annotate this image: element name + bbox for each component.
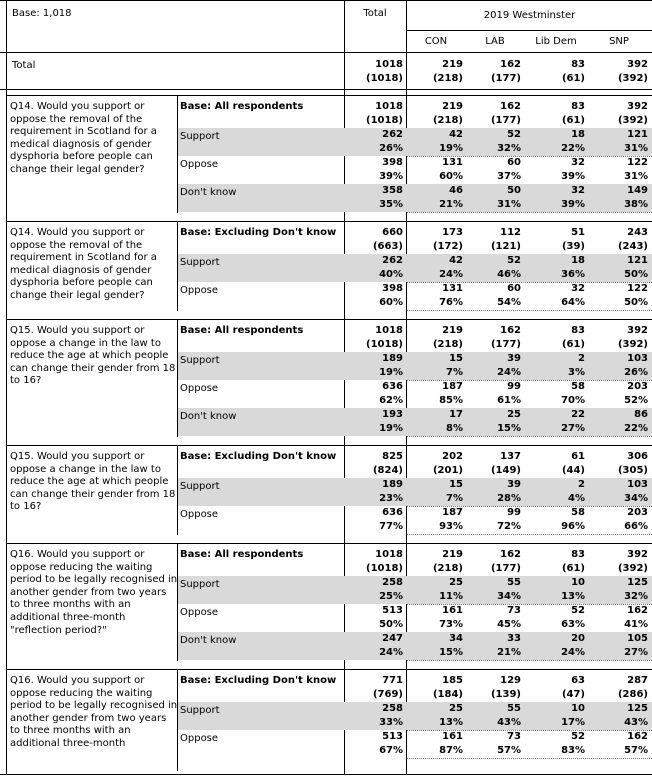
- base-row-con: 173: [442, 227, 463, 238]
- answer-row-pct-con: 19%: [439, 143, 463, 154]
- answer-row-pct-con: 13%: [439, 717, 463, 728]
- base-row-libdem: 83: [571, 101, 585, 112]
- base-row-libdem: 61: [571, 451, 585, 462]
- answer-label: Don't know: [180, 187, 237, 198]
- dotted-rule: [407, 310, 652, 311]
- answer-row-pct-snp: 22%: [624, 423, 648, 434]
- answer-row-pct-libdem: 39%: [561, 171, 585, 182]
- table-rule: [6, 319, 652, 320]
- answer-row-pct-lab: 28%: [497, 493, 521, 504]
- base-row-pct-libdem: (47): [561, 689, 585, 700]
- dotted-rule: [407, 660, 652, 661]
- answer-row-con: 42: [449, 255, 463, 266]
- answer-row-lab: 52: [507, 129, 521, 140]
- answer-row-snp: 103: [627, 353, 648, 364]
- answer-row-pct-total: 50%: [379, 619, 403, 630]
- answer-row-pct-libdem: 24%: [561, 647, 585, 658]
- answer-row-con: 131: [442, 157, 463, 168]
- answer-row-lab: 33: [507, 633, 521, 644]
- base-row-pct-con: (172): [432, 241, 463, 252]
- answer-row-snp: 121: [627, 129, 648, 140]
- total-row-pct-snp: (392): [617, 73, 648, 84]
- answer-row-libdem: 18: [571, 255, 585, 266]
- base-row-total: 1018: [375, 101, 403, 112]
- answer-row-pct-con: 87%: [439, 745, 463, 756]
- answer-row-pct-libdem: 64%: [561, 297, 585, 308]
- answer-row-pct-total: 67%: [379, 745, 403, 756]
- base-row-total: 1018: [375, 549, 403, 560]
- base-row-libdem: 83: [571, 549, 585, 560]
- base-row-pct-total: (1018): [366, 115, 403, 126]
- answer-row-lab: 25: [507, 409, 521, 420]
- base-row-pct-con: (218): [432, 115, 463, 126]
- dotted-rule: [407, 436, 652, 437]
- base-row-pct-snp: (392): [617, 563, 648, 574]
- base-row-pct-libdem: (39): [561, 241, 585, 252]
- base-row-libdem: 51: [571, 227, 585, 238]
- answer-row-pct-libdem: 27%: [561, 423, 585, 434]
- answer-row-snp: 162: [627, 731, 648, 742]
- answer-row-pct-con: 21%: [439, 199, 463, 210]
- dotted-rule: [407, 534, 652, 535]
- answer-row-total: 513: [382, 731, 403, 742]
- base-row-pct-snp: (392): [617, 339, 648, 350]
- total-row-libdem: 83: [571, 59, 585, 70]
- table-rule: [0, 0, 652, 1]
- question-text: Q15. Would you support or oppose a change in the law to reduce the age at which people can change their gender from 18 to 16?: [10, 325, 176, 387]
- base-row-pct-total: (769): [372, 689, 403, 700]
- answer-row-pct-total: 39%: [379, 171, 403, 182]
- answer-row-pct-lab: 31%: [497, 199, 521, 210]
- answer-row-con: 25: [449, 703, 463, 714]
- base-row-pct-snp: (243): [617, 241, 648, 252]
- table-rule: [6, 95, 652, 96]
- answer-row-total: 193: [382, 409, 403, 420]
- base-row-pct-lab: (121): [490, 241, 521, 252]
- base-row-snp: 243: [627, 227, 648, 238]
- answer-row-libdem: 52: [571, 605, 585, 616]
- base-row-label: Base: Excluding Don't know: [180, 675, 337, 686]
- answer-row-libdem: 32: [571, 157, 585, 168]
- answer-row-pct-libdem: 22%: [561, 143, 585, 154]
- answer-row-con: 34: [449, 633, 463, 644]
- answer-label: Oppose: [180, 383, 219, 394]
- base-row-pct-total: (1018): [366, 563, 403, 574]
- total-row-total: 1018: [375, 59, 403, 70]
- answer-row-total: 189: [382, 479, 403, 490]
- total-row-pct-con: (218): [432, 73, 463, 84]
- total-row-pct-lab: (177): [490, 73, 521, 84]
- answer-row-snp: 105: [627, 633, 648, 644]
- answer-label: Oppose: [180, 733, 219, 744]
- answer-row-libdem: 2: [578, 479, 585, 490]
- answer-row-con: 15: [449, 353, 463, 364]
- base-row-pct-lab: (139): [490, 689, 521, 700]
- base-row-pct-libdem: (61): [561, 563, 585, 574]
- answer-row-pct-libdem: 3%: [568, 367, 585, 378]
- answer-row-snp: 149: [627, 185, 648, 196]
- answer-row-con: 161: [442, 731, 463, 742]
- answer-row-lab: 52: [507, 255, 521, 266]
- base-row-total: 771: [382, 675, 403, 686]
- base-row-lab: 137: [500, 451, 521, 462]
- base-row-pct-snp: (286): [617, 689, 648, 700]
- answer-row-lab: 60: [507, 157, 521, 168]
- answer-row-total: 636: [382, 381, 403, 392]
- answer-row-con: 161: [442, 605, 463, 616]
- answer-row-lab: 73: [507, 605, 521, 616]
- answer-row-libdem: 32: [571, 283, 585, 294]
- answer-row-total: 262: [382, 129, 403, 140]
- answer-row-pct-snp: 38%: [624, 199, 648, 210]
- answer-row-pct-snp: 52%: [624, 395, 648, 406]
- table-rule: [0, 774, 652, 775]
- answer-row-pct-total: 77%: [379, 521, 403, 532]
- base-label: Base: 1,018: [12, 8, 72, 19]
- base-row-label: Base: All respondents: [180, 549, 304, 560]
- answer-row-con: 131: [442, 283, 463, 294]
- table-rule: [6, 221, 652, 222]
- answer-row-snp: 103: [627, 479, 648, 490]
- table-rule: [177, 445, 178, 535]
- answer-row-total: 398: [382, 283, 403, 294]
- base-row-con: 219: [442, 325, 463, 336]
- base-row-pct-lab: (149): [490, 465, 521, 476]
- answer-row-pct-total: 19%: [379, 423, 403, 434]
- answer-row-snp: 162: [627, 605, 648, 616]
- answer-row-pct-libdem: 17%: [561, 717, 585, 728]
- answer-row-lab: 39: [507, 479, 521, 490]
- answer-row-con: 187: [442, 507, 463, 518]
- answer-row-con: 42: [449, 129, 463, 140]
- answer-label: Support: [180, 131, 220, 142]
- base-row-pct-con: (184): [432, 689, 463, 700]
- answer-row-snp: 125: [627, 577, 648, 588]
- base-row-pct-libdem: (61): [561, 115, 585, 126]
- answer-row-pct-total: 23%: [379, 493, 403, 504]
- answer-row-pct-lab: 61%: [497, 395, 521, 406]
- answer-row-pct-libdem: 39%: [561, 199, 585, 210]
- answer-label: Oppose: [180, 607, 219, 618]
- answer-row-lab: 50: [507, 185, 521, 196]
- total-row-label: Total: [12, 60, 36, 71]
- base-row-con: 185: [442, 675, 463, 686]
- table-rule: [0, 52, 652, 53]
- answer-row-pct-con: 7%: [446, 493, 463, 504]
- question-text: Q14. Would you support or oppose the removal of the requirement in Scotland for a medical diagnosis of gender dysphoria before people can change their legal gender?: [10, 227, 157, 301]
- answer-label: Support: [180, 355, 220, 366]
- base-row-con: 219: [442, 101, 463, 112]
- base-row-lab: 129: [500, 675, 521, 686]
- answer-row-pct-snp: 41%: [624, 619, 648, 630]
- base-row-pct-lab: (177): [490, 563, 521, 574]
- total-row-pct-total: (1018): [366, 73, 403, 84]
- total-row-con: 219: [442, 59, 463, 70]
- answer-row-pct-lab: 54%: [497, 297, 521, 308]
- answer-row-pct-con: 7%: [446, 367, 463, 378]
- answer-row-con: 187: [442, 381, 463, 392]
- answer-label: Support: [180, 705, 220, 716]
- answer-row-pct-libdem: 13%: [561, 591, 585, 602]
- table-rule: [177, 669, 178, 771]
- base-row-con: 219: [442, 549, 463, 560]
- table-rule: [177, 543, 178, 661]
- answer-row-libdem: 58: [571, 381, 585, 392]
- base-row-pct-con: (201): [432, 465, 463, 476]
- group-header: 2019 Westminster: [483, 10, 576, 21]
- answer-row-pct-total: 26%: [379, 143, 403, 154]
- answer-row-pct-total: 40%: [379, 269, 403, 280]
- answer-row-pct-snp: 50%: [624, 269, 648, 280]
- table-rule: [177, 319, 178, 437]
- answer-row-pct-con: 60%: [439, 171, 463, 182]
- answer-row-pct-snp: 66%: [624, 521, 648, 532]
- answer-row-pct-total: 25%: [379, 591, 403, 602]
- answer-row-pct-lab: 45%: [497, 619, 521, 630]
- answer-row-lab: 99: [507, 507, 521, 518]
- answer-row-snp: 203: [627, 507, 648, 518]
- answer-row-con: 15: [449, 479, 463, 490]
- base-row-snp: 392: [627, 549, 648, 560]
- table-rule: [407, 30, 652, 31]
- answer-row-pct-snp: 57%: [624, 745, 648, 756]
- answer-row-pct-con: 11%: [439, 591, 463, 602]
- answer-row-snp: 125: [627, 703, 648, 714]
- answer-row-pct-lab: 43%: [497, 717, 521, 728]
- answer-row-lab: 99: [507, 381, 521, 392]
- answer-row-pct-lab: 72%: [497, 521, 521, 532]
- col-header-libdem: Lib Dem: [535, 36, 577, 47]
- total-column-header: Total: [363, 8, 387, 19]
- answer-row-total: 189: [382, 353, 403, 364]
- answer-row-pct-con: 8%: [446, 423, 463, 434]
- answer-row-pct-con: 93%: [439, 521, 463, 532]
- base-row-pct-lab: (177): [490, 339, 521, 350]
- answer-row-pct-snp: 50%: [624, 297, 648, 308]
- question-text: Q14. Would you support or oppose the removal of the requirement in Scotland for a medical diagnosis of gender dysphoria before people can change their legal gender?: [10, 101, 157, 175]
- base-row-lab: 162: [500, 101, 521, 112]
- table-rule: [0, 89, 652, 90]
- answer-row-pct-libdem: 63%: [561, 619, 585, 630]
- answer-row-pct-total: 19%: [379, 367, 403, 378]
- answer-row-pct-lab: 57%: [497, 745, 521, 756]
- answer-row-libdem: 32: [571, 185, 585, 196]
- answer-label: Oppose: [180, 285, 219, 296]
- answer-label: Don't know: [180, 411, 237, 422]
- col-header-snp: SNP: [609, 36, 629, 47]
- answer-row-pct-lab: 32%: [497, 143, 521, 154]
- answer-row-total: 398: [382, 157, 403, 168]
- answer-row-libdem: 10: [571, 703, 585, 714]
- answer-row-pct-lab: 24%: [497, 367, 521, 378]
- answer-row-total: 262: [382, 255, 403, 266]
- base-row-label: Base: All respondents: [180, 325, 304, 336]
- answer-row-pct-libdem: 36%: [561, 269, 585, 280]
- base-row-libdem: 83: [571, 325, 585, 336]
- base-row-total: 660: [382, 227, 403, 238]
- answer-row-pct-total: 62%: [379, 395, 403, 406]
- answer-row-total: 258: [382, 703, 403, 714]
- answer-row-snp: 122: [627, 157, 648, 168]
- col-header-lab: LAB: [485, 36, 505, 47]
- base-row-pct-lab: (177): [490, 115, 521, 126]
- answer-row-lab: 73: [507, 731, 521, 742]
- base-row-lab: 162: [500, 549, 521, 560]
- col-header-con: CON: [424, 36, 448, 47]
- answer-row-pct-snp: 32%: [624, 591, 648, 602]
- base-row-total: 825: [382, 451, 403, 462]
- base-row-pct-snp: (392): [617, 115, 648, 126]
- answer-row-pct-lab: 46%: [497, 269, 521, 280]
- answer-row-con: 17: [449, 409, 463, 420]
- answer-row-libdem: 22: [571, 409, 585, 420]
- answer-row-pct-snp: 43%: [624, 717, 648, 728]
- question-text: Q16. Would you support or oppose reducing the waiting period to be legally recognised in another gender from two years to three months with an additional three-month "reflection period?": [10, 549, 178, 636]
- answer-row-pct-snp: 34%: [624, 493, 648, 504]
- base-row-pct-libdem: (44): [561, 465, 585, 476]
- answer-row-pct-total: 35%: [379, 199, 403, 210]
- answer-row-total: 358: [382, 185, 403, 196]
- answer-label: Support: [180, 481, 220, 492]
- answer-row-snp: 203: [627, 381, 648, 392]
- answer-row-pct-libdem: 96%: [561, 521, 585, 532]
- answer-row-pct-lab: 21%: [497, 647, 521, 658]
- answer-row-pct-con: 73%: [439, 619, 463, 630]
- answer-row-lab: 55: [507, 577, 521, 588]
- base-row-label: Base: All respondents: [180, 101, 304, 112]
- answer-row-libdem: 2: [578, 353, 585, 364]
- base-row-label: Base: Excluding Don't know: [180, 451, 337, 462]
- base-row-libdem: 63: [571, 675, 585, 686]
- answer-row-pct-con: 76%: [439, 297, 463, 308]
- answer-row-lab: 60: [507, 283, 521, 294]
- table-rule: [6, 669, 652, 670]
- base-row-pct-con: (218): [432, 339, 463, 350]
- answer-row-lab: 55: [507, 703, 521, 714]
- table-rule: [6, 543, 652, 544]
- answer-row-libdem: 52: [571, 731, 585, 742]
- base-row-snp: 392: [627, 101, 648, 112]
- table-rule: [177, 95, 178, 213]
- answer-label: Support: [180, 257, 220, 268]
- answer-row-pct-total: 33%: [379, 717, 403, 728]
- total-row-lab: 162: [500, 59, 521, 70]
- base-row-pct-total: (824): [372, 465, 403, 476]
- table-rule: [177, 221, 178, 311]
- table-rule: [6, 0, 7, 774]
- base-row-pct-libdem: (61): [561, 339, 585, 350]
- answer-row-pct-total: 24%: [379, 647, 403, 658]
- base-row-total: 1018: [375, 325, 403, 336]
- answer-row-pct-con: 15%: [439, 647, 463, 658]
- total-row-snp: 392: [627, 59, 648, 70]
- answer-label: Don't know: [180, 635, 237, 646]
- base-row-snp: 306: [627, 451, 648, 462]
- answer-row-total: 636: [382, 507, 403, 518]
- base-row-snp: 287: [627, 675, 648, 686]
- base-row-lab: 162: [500, 325, 521, 336]
- base-row-snp: 392: [627, 325, 648, 336]
- dotted-rule: [407, 758, 652, 759]
- base-row-pct-snp: (305): [617, 465, 648, 476]
- question-text: Q16. Would you support or oppose reducing the waiting period to be legally recognised in another gender from two years to three months with an additional three-month: [10, 675, 178, 749]
- dotted-rule: [407, 212, 652, 213]
- answer-row-pct-snp: 27%: [624, 647, 648, 658]
- answer-row-libdem: 20: [571, 633, 585, 644]
- total-row-pct-libdem: (61): [561, 73, 585, 84]
- base-row-pct-total: (1018): [366, 339, 403, 350]
- answer-row-snp: 86: [634, 409, 648, 420]
- answer-row-pct-libdem: 70%: [561, 395, 585, 406]
- answer-label: Support: [180, 579, 220, 590]
- answer-row-pct-con: 24%: [439, 269, 463, 280]
- answer-row-pct-lab: 34%: [497, 591, 521, 602]
- answer-row-con: 46: [449, 185, 463, 196]
- answer-row-pct-snp: 31%: [624, 143, 648, 154]
- answer-row-pct-libdem: 83%: [561, 745, 585, 756]
- answer-label: Oppose: [180, 509, 219, 520]
- answer-row-total: 258: [382, 577, 403, 588]
- answer-row-pct-lab: 15%: [497, 423, 521, 434]
- answer-row-pct-total: 60%: [379, 297, 403, 308]
- base-row-con: 202: [442, 451, 463, 462]
- table-rule: [6, 445, 652, 446]
- answer-label: Oppose: [180, 159, 219, 170]
- answer-row-con: 25: [449, 577, 463, 588]
- answer-row-snp: 122: [627, 283, 648, 294]
- question-text: Q15. Would you support or oppose a change in the law to reduce the age at which people can change their gender from 18 to 16?: [10, 451, 176, 513]
- answer-row-pct-con: 85%: [439, 395, 463, 406]
- answer-row-libdem: 58: [571, 507, 585, 518]
- base-row-lab: 112: [500, 227, 521, 238]
- answer-row-total: 513: [382, 605, 403, 616]
- answer-row-pct-libdem: 4%: [568, 493, 585, 504]
- answer-row-pct-snp: 31%: [624, 171, 648, 182]
- answer-row-total: 247: [382, 633, 403, 644]
- answer-row-libdem: 10: [571, 577, 585, 588]
- answer-row-pct-snp: 26%: [624, 367, 648, 378]
- answer-row-libdem: 18: [571, 129, 585, 140]
- base-row-pct-con: (218): [432, 563, 463, 574]
- answer-row-snp: 121: [627, 255, 648, 266]
- answer-row-pct-lab: 37%: [497, 171, 521, 182]
- base-row-label: Base: Excluding Don't know: [180, 227, 337, 238]
- base-row-pct-total: (663): [372, 241, 403, 252]
- answer-row-lab: 39: [507, 353, 521, 364]
